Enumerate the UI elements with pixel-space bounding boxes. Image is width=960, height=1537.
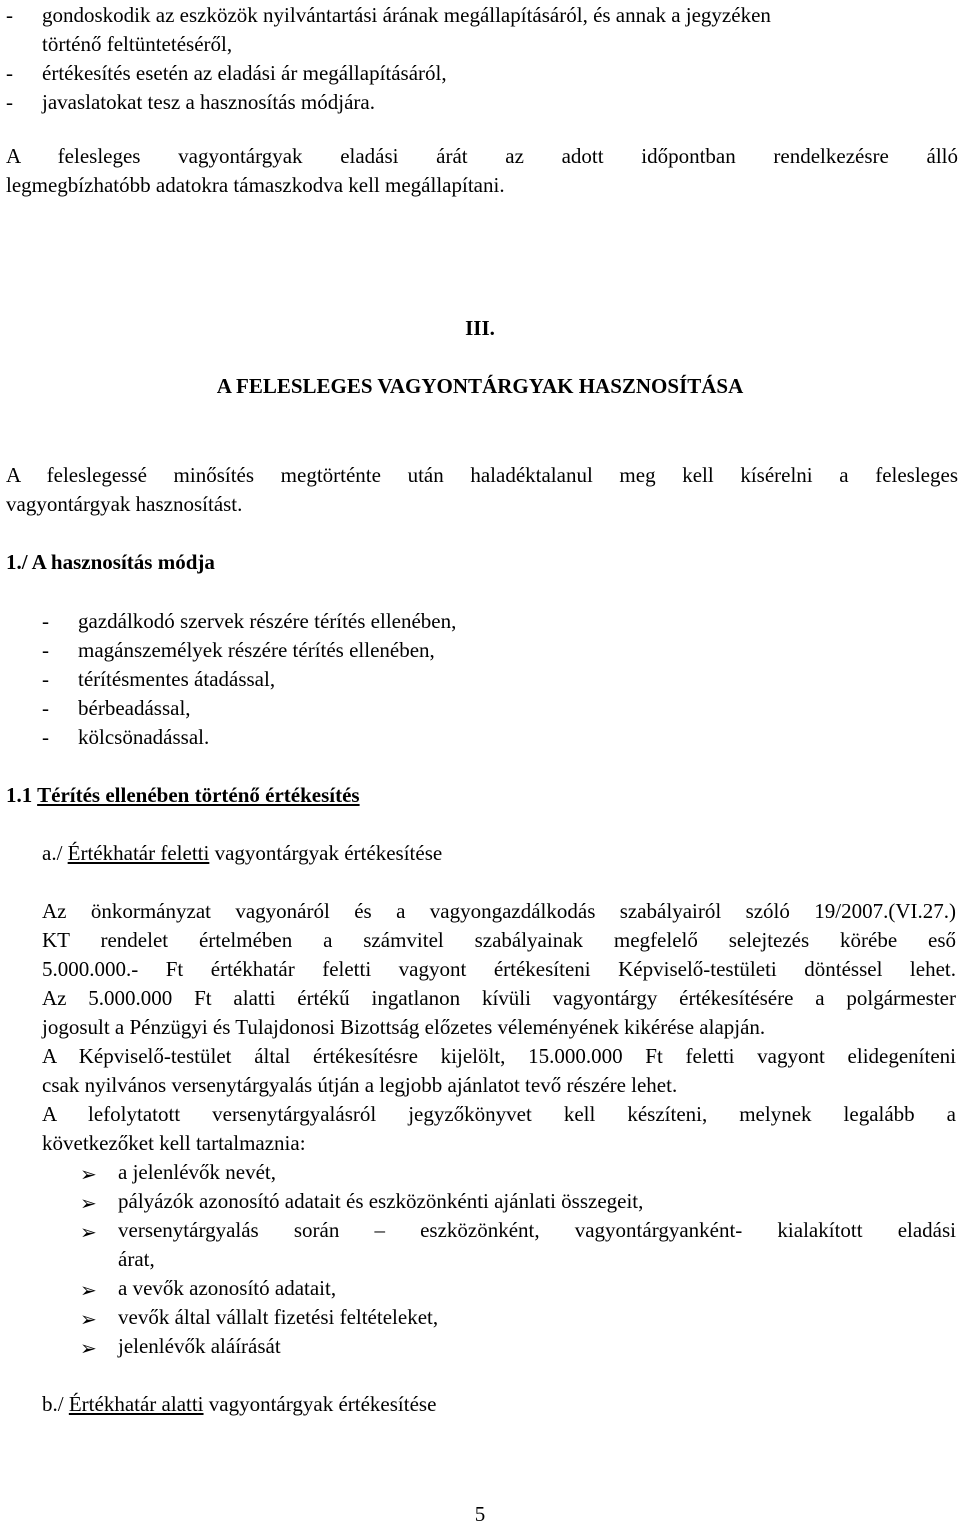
sub-heading-underlined: Értékhatár alatti	[68, 1392, 204, 1416]
paragraph-line: A feleslegessé minősítés megtörténte után haladéktalanul meg kell kísérelni a felesleges	[6, 463, 958, 487]
paragraph-line: Az 5.000.000 Ft alatti értékű ingatlanon kívüli vagyontárgy értékesítésére a polgármester	[42, 986, 956, 1010]
list-item-text: vevők által vállalt fizetési feltételeket,	[118, 1305, 439, 1329]
paragraph-line: csak nyilvános versenytárgyalás útján a legjobb ajánlatot tevő részére lehet.	[42, 1073, 678, 1097]
arrow-bullet-icon: ➢	[80, 1162, 97, 1186]
list-dash: -	[42, 609, 49, 633]
list-item-text: versenytárgyalás során – eszközönként, vagyontárgyanként- kialakított eladási	[118, 1218, 956, 1242]
list-item	[42, 636, 435, 665]
arrow-bullet-icon: ➢	[80, 1220, 97, 1244]
list-item	[42, 723, 209, 752]
paragraph-line: következőket kell tartalmaznia:	[42, 1131, 306, 1155]
list-dash: -	[42, 696, 49, 720]
paragraph-line: A felesleges vagyontárgyak eladási árát az adott időpontban rendelkezésre álló	[6, 144, 958, 168]
list-dash: -	[6, 61, 13, 85]
sub-heading-prefix: a./	[42, 841, 63, 865]
sub-heading-rest: vagyontárgyak értékesítése	[208, 1392, 437, 1416]
paragraph-line: legmegbízhatóbb adatokra támaszkodva kell megállapítani.	[6, 173, 505, 197]
sub-heading-prefix: b./	[42, 1392, 64, 1416]
sub-heading-b	[42, 1390, 436, 1419]
arrow-bullet-icon: ➢	[80, 1336, 97, 1360]
section-number: III.	[465, 316, 495, 340]
subsection-title: Térítés ellenében történő értékesítés	[37, 783, 360, 807]
list-item	[42, 665, 275, 694]
list-item-text: kölcsönadással.	[78, 725, 210, 749]
paragraph-line: KT rendelet értelmében a számvitel szabályainak megfelelő selejtezés körébe eső	[42, 928, 956, 952]
sub-heading-rest: vagyontárgyak értékesítése	[214, 841, 443, 865]
list-item	[42, 607, 456, 636]
page-number: 5	[474, 1502, 486, 1526]
list-item-text: pályázók azonosító adatait és eszközönkénti ajánlati összegeit,	[118, 1189, 644, 1213]
list-item-continuation: történő feltüntetéséről,	[42, 32, 233, 56]
list-dash: -	[6, 3, 13, 27]
list-dash: -	[42, 638, 49, 662]
list-item-text: jelenlévők aláírását	[118, 1334, 281, 1358]
list-item-text: bérbeadással,	[78, 696, 191, 720]
list-item-text: a vevők azonosító adatait,	[118, 1276, 337, 1300]
subsection-number: 1.1	[6, 783, 33, 807]
paragraph-line: 5.000.000.- Ft értékhatár feletti vagyont értékesíteni Képviselő-testületi döntéssel lehet.	[42, 957, 956, 981]
paragraph-line: A Képviselő-testület által értékesítésre kijelölt, 15.000.000 Ft feletti vagyont elidegeníteni	[42, 1044, 956, 1068]
arrow-bullet-icon: ➢	[80, 1278, 97, 1302]
arrow-bullet-icon: ➢	[80, 1307, 97, 1331]
subsection-heading	[6, 781, 360, 810]
list-item-text: a jelenlévők nevét,	[118, 1160, 277, 1184]
list-dash: -	[42, 667, 49, 691]
subsection-heading: 1./ A hasznosítás módja	[6, 550, 215, 574]
list-item-continuation: árat,	[118, 1247, 155, 1271]
arrow-bullet-icon: ➢	[80, 1191, 97, 1215]
list-item-text: javaslatokat tesz a hasznosítás módjára.	[42, 90, 375, 114]
list-item-text: értékesítés esetén az eladási ár megállapításáról,	[42, 61, 447, 85]
list-dash: -	[42, 725, 49, 749]
paragraph-line: jogosult a Pénzügyi és Tulajdonosi Bizottság előzetes véleményének kikérése alapján.	[42, 1015, 766, 1039]
list-item	[42, 694, 191, 723]
list-dash: -	[6, 90, 13, 114]
list-item-text: gazdálkodó szervek részére térítés ellenében,	[78, 609, 457, 633]
list-item-text: magánszemélyek részére térítés ellenében,	[78, 638, 435, 662]
paragraph-line: Az önkormányzat vagyonáról és a vagyongazdálkodás szabályairól szóló 19/2007.(VI.27.)	[42, 899, 956, 923]
section-title: A FELESLEGES VAGYONTÁRGYAK HASZNOSÍTÁSA	[216, 374, 744, 398]
sub-heading-underlined: Értékhatár feletti	[67, 841, 210, 865]
list-item-text: térítésmentes átadással,	[78, 667, 276, 691]
list-item-text: gondoskodik az eszközök nyilvántartási árának megállapításáról, és annak a jegyzéken	[42, 3, 771, 27]
paragraph-line: vagyontárgyak hasznosítást.	[6, 492, 243, 516]
paragraph-line: A lefolytatott versenytárgyalásról jegyzőkönyvet kell készíteni, melynek legalább a	[42, 1102, 956, 1126]
sub-heading-a	[42, 839, 442, 868]
